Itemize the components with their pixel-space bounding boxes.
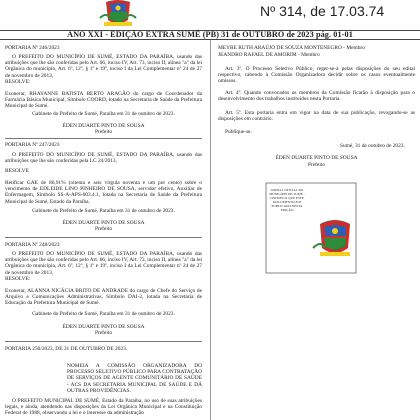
gazette-header: [0, 0, 420, 30]
portaria-246-resolution: Exonerar, RHAYANNE BATISTA BERTO ARAGÃO do cargo de Coordenador da Farmácia Básica Municipal, Símbolo COORD, lotado na Secretaria de Saúde da Prefeitura Municipal de Sumé.: [5, 91, 202, 110]
commission-member-1: MEYRE RUTH ARAÚJO DE SOUZA MONTENEGRO - Membro: [218, 45, 365, 51]
right-column: [218, 42, 415, 420]
portaria-248-role: Prefeito: [94, 330, 113, 336]
portaria-247-body: O PREFEITO DO MUNICÍPIO DE SUMÉ, ESTADO DA PARAÍBA, usando das atribuições que lhe são conferidas pela LC 24/2013,: [5, 152, 202, 165]
portaria-247-resolution: Retificar GAE de 86,91% (oitenta e seis vírgula noventa e um por cento) sobre o vencimento de EDLEIDE LINO PINHEIRO DE SOUSA, servidor efetivo, Auxiliar de Enfermagem, Símbolo SS-A-APS-603.4.1, lotada na Secretaria de Saúde da Prefeitura Municipal de Sumé, Estado da Paraíba.: [5, 180, 202, 205]
mayor-signature: ÉDEN DUARTE PINTO DE SOUSA: [275, 155, 358, 161]
seal-text: JORNAL OFICIAL DO MUNICÍPIO DE SUMÉ - CERTIFICO QUE ESTE DOCUMENTO FOI PUBLICADO NESTA EDIÇÃO: [269, 188, 305, 212]
separator: [5, 237, 202, 238]
separator: [5, 341, 202, 342]
portaria-247-title: PORTARIA Nº 247/2023: [5, 142, 60, 148]
column-divider: [210, 40, 211, 420]
edition-bar-text: ANO XXI - EDIÇÃO EXTRA SUMÉ (PB) 31 de OUTUBRO de 2023 pág. 01-01: [67, 30, 353, 39]
portaria-250-title: PORTARIA 250/2023, DE 31 DE OUTUBRO DE 2023.: [5, 346, 128, 352]
signing-place-date: Sumé, 31 de outubro de 2023.: [340, 143, 405, 149]
portaria-246-title: PORTARIA Nº 246/2023: [5, 45, 60, 51]
portaria-246-role: Prefeito: [94, 129, 113, 135]
article-3: Art. 3º. O Processo Seletivo Público, reger-se-á pelas disposições do seu edital respectivo, cabendo à Comissão Organizadora decidir sobre os casos eventualmente omissos.: [218, 66, 415, 85]
portaria-250-ementa: NOMEIA A COMISSÃO ORGANIZADORA DO PROCESSO SELETIVO PÚBLICO PARA CONTRATAÇÃO DE SERVIÇOS DE AGENTE COMUNITÁRIO DE SAÚDE - ACS DA SECRETARIA MUNICIPAL DE SAÚDE E DÁ OUTRAS PROVIDÊNCIAS.: [67, 363, 202, 394]
left-column: [5, 42, 202, 420]
portaria-248-resolution: Exonerar, ALANNA NICÁCIA BRITO DE ANDRADE do cargo de Chefe do Serviço de Arquivo e Comunicações Administrativas, Símbolo DAI-2, lotada na Secretaria de Educação da Prefeitura Municipal de Sumé.: [5, 288, 202, 307]
article-4: Art. 4º. Quando convocados os membros da Comissão ficarão à disposição para o desenvolvimento dos trabalhos instituídos nesta Portaria.: [218, 90, 415, 103]
portaria-247-role: Prefeito: [94, 226, 113, 232]
portaria-248-body: O PREFEITO DO MUNICÍPIO DE SUMÉ, ESTADO DA PARAÍBA, usando das atribuições que lhe são conferidas pelo Art. 66, inciso IV, Art. 73, inciso II, alínea "a" da lei Orgânica do município, Art. 6º, 12º, § 1º e 19º, inciso I da Lei Complementar nº 24 de 27 de novembro de 2013,: [5, 251, 202, 276]
mayor-role: Prefeito: [307, 162, 326, 168]
gazette-number-box: [243, 0, 403, 28]
portaria-247-signature: ÉDEN DUARTE PINTO DE SOUSA: [62, 220, 145, 226]
portaria-250-body: O PREFEITO MUNICIPAL DE SUMÉ, Estado da Paraíba, no uso de suas atribuições legais, e ainda, atendendo nas disposições da Lei Orgânica Municipal e na Constituição Federal de 1988, observando a lei e o interesse da administração: [5, 398, 202, 417]
portaria-246-place: Gabinete do Prefeito de Sumé, Paraíba em 31 de outubro de 2023.: [32, 111, 175, 117]
resolve-248: RESOLVE:: [5, 276, 31, 282]
resolve-247: RESOLVE: [5, 168, 29, 174]
resolve-246: RESOLVE:: [5, 79, 31, 85]
publish-note: Publique-se.: [225, 129, 252, 135]
portaria-247-place: Gabinete do Prefeito de Sumé, Paraíba em 31 de outubro de 2023.: [32, 208, 175, 214]
coat-of-arms-icon: [96, 0, 140, 28]
gazette-number: Nº 314, de 17.03.74: [260, 3, 385, 19]
article-5: Art. 5º. Esta portaria entra em vigor na data de sua publicação, revogando-se as disposições em contrário.: [218, 110, 415, 123]
portaria-248-place: Gabinete do Prefeito de Sumé, Paraíba em 31 de outubro de 2023.: [32, 311, 175, 317]
edition-bar: [0, 30, 420, 40]
portaria-246-body: O PREFEITO DO MUNICÍPIO DE SUMÉ, ESTADO DA PARAÍBA, usando das atribuições que lhe são conferidas pelo Art. 66, inciso IV, Art. 73, inciso II, alínea "a" da lei Orgânica do município, Art. 6º, 12º, § 1º e 19º, inciso I da Lei Complementar nº 24 de 27 de novembro de 2013,: [5, 54, 202, 79]
portaria-246-signature: ÉDEN DUARTE PINTO DE SOUSA: [62, 123, 145, 129]
portaria-248-title: PORTARIA Nº 248/2023: [5, 242, 60, 248]
portaria-248-signature: ÉDEN DUARTE PINTO DE SOUSA: [62, 324, 145, 330]
commission-member-2: JEANDRO RAFAEL DE AMORIM - Membro: [218, 52, 320, 58]
separator: [5, 138, 202, 139]
certification-seal-icon: [265, 182, 357, 274]
